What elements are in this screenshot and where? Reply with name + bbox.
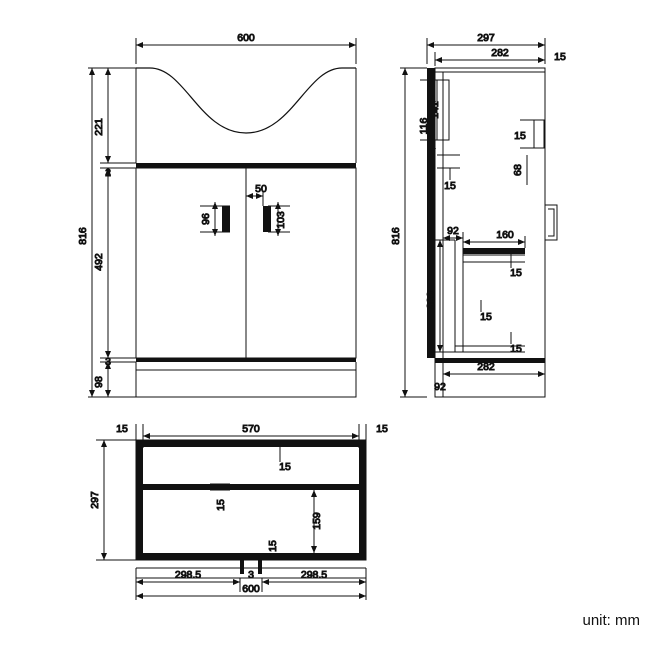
dim-label: 141 bbox=[429, 101, 441, 119]
dim-label: 297 bbox=[89, 491, 101, 509]
dim-label: 15 bbox=[215, 499, 227, 511]
dim-label: 298.5 bbox=[174, 569, 202, 581]
top-dim-bottom bbox=[136, 569, 366, 600]
front-dim-handles bbox=[200, 183, 290, 236]
dim-label: 15 bbox=[480, 311, 492, 323]
dim-label: 96 bbox=[200, 213, 212, 225]
front-dim-left-stack bbox=[77, 68, 136, 397]
dim-label: 570 bbox=[242, 423, 260, 435]
dim-label: 15 bbox=[510, 343, 522, 355]
dim-label: 15 bbox=[376, 423, 388, 435]
top-view bbox=[136, 440, 366, 578]
dim-label: 3 bbox=[105, 356, 111, 368]
dim-label: 15 bbox=[279, 461, 291, 473]
front-view bbox=[136, 68, 356, 397]
dim-label: 50 bbox=[255, 183, 267, 195]
dim-label: 160 bbox=[496, 229, 514, 241]
dim-label: 282 bbox=[491, 47, 509, 59]
top-dim-internal bbox=[210, 447, 323, 560]
dim-label: 92 bbox=[434, 381, 446, 393]
dim-label: 159 bbox=[311, 512, 323, 530]
front-dim-width-600 bbox=[136, 32, 356, 64]
dim-label: 68 bbox=[512, 164, 524, 176]
side-dim-top bbox=[427, 32, 566, 66]
top-dim-left bbox=[89, 440, 136, 560]
dim-label: 15 bbox=[444, 180, 456, 192]
dim-label: 15 bbox=[514, 130, 526, 142]
dim-label: 300 bbox=[425, 291, 437, 309]
unit-note: unit: mm bbox=[582, 612, 640, 629]
dim-label: 492 bbox=[93, 253, 105, 271]
dim-label: 816 bbox=[390, 227, 402, 245]
dim-label: 600 bbox=[237, 32, 255, 44]
dim-label: 221 bbox=[93, 118, 105, 136]
dim-label: 15 bbox=[116, 423, 128, 435]
dim-label: 15 bbox=[510, 267, 522, 279]
dim-label: 98 bbox=[93, 376, 105, 388]
dim-label: 3 bbox=[248, 569, 254, 581]
side-dim-height-816 bbox=[390, 68, 427, 397]
dim-label: 103 bbox=[275, 211, 287, 229]
dim-label: 600 bbox=[242, 583, 260, 595]
dim-label: 2 bbox=[105, 167, 111, 179]
dim-label: 282 bbox=[477, 361, 495, 373]
dim-label: 92 bbox=[447, 225, 459, 237]
dim-label: 15 bbox=[554, 51, 566, 63]
dim-label: 298.5 bbox=[300, 569, 328, 581]
dim-label: 297 bbox=[477, 32, 495, 44]
dim-label: 15 bbox=[267, 540, 279, 552]
dim-label: 816 bbox=[77, 227, 89, 245]
dim-label: 116 bbox=[418, 117, 430, 135]
